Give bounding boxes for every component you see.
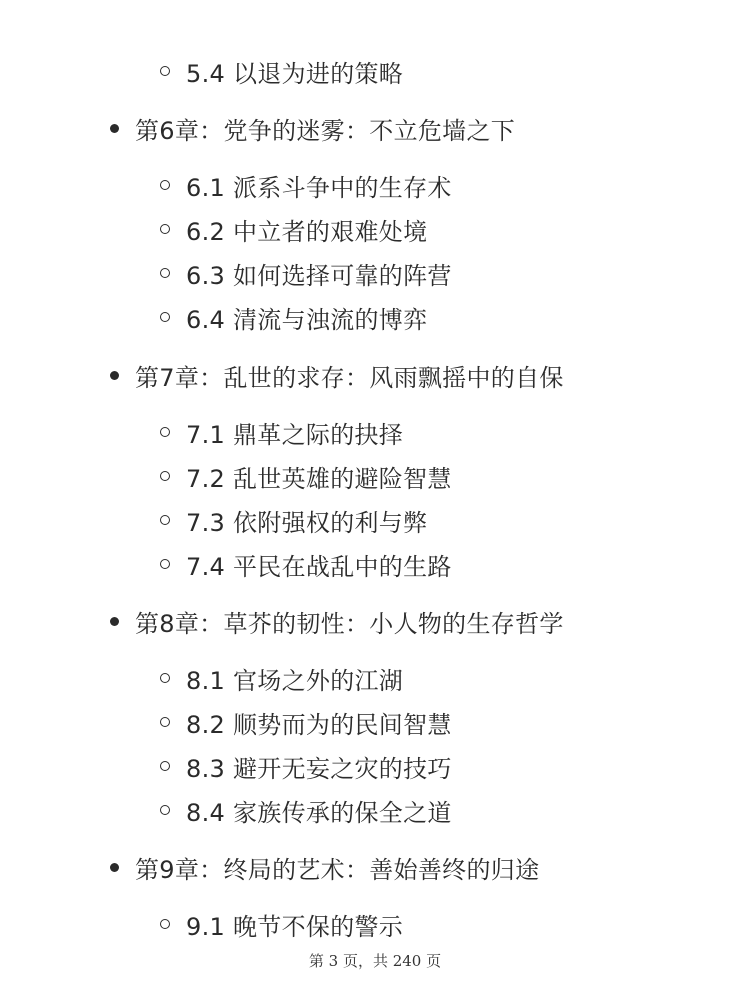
- toc-section-item: [160, 790, 452, 830]
- toc-section-item: [160, 658, 403, 698]
- page-number-label: 第 3 页，共 240 页: [308, 952, 442, 970]
- toc-section-label: 8.3 避开无妄之灾的技巧: [186, 754, 452, 783]
- circle-bullet-icon: [160, 312, 170, 322]
- circle-bullet-icon: [160, 515, 170, 525]
- toc-section-item: [160, 904, 403, 944]
- toc-chapter-item: [110, 355, 564, 395]
- toc-section-label: 7.2 乱世英雄的避险智慧: [186, 464, 452, 493]
- toc-chapter-item: [110, 847, 539, 887]
- circle-bullet-icon: [160, 919, 170, 929]
- disc-bullet-icon: [110, 124, 119, 133]
- toc-chapter-item: [110, 108, 515, 148]
- toc-section-item: [160, 51, 403, 91]
- toc-chapter-item: [110, 601, 564, 641]
- circle-bullet-icon: [160, 66, 170, 76]
- toc-section-item: [160, 746, 452, 786]
- toc-chapter-label: 第6章：党争的迷雾：不立危墙之下: [135, 116, 516, 145]
- circle-bullet-icon: [160, 805, 170, 815]
- toc-section-item: [160, 165, 452, 205]
- toc-chapter-label: 第9章：终局的艺术：善始善终的归途: [135, 855, 540, 884]
- toc-section-item: [160, 702, 452, 742]
- toc-chapter-label: 第7章：乱世的求存：风雨飘摇中的自保: [135, 363, 564, 392]
- circle-bullet-icon: [160, 268, 170, 278]
- circle-bullet-icon: [160, 224, 170, 234]
- toc-chapter-label: 第8章：草芥的韧性：小人物的生存哲学: [135, 609, 564, 638]
- toc-section-item: [160, 253, 452, 293]
- toc-section-label: 5.4 以退为进的策略: [186, 59, 404, 88]
- toc-section-label: 7.4 平民在战乱中的生路: [186, 552, 452, 581]
- toc-section-item: [160, 412, 403, 452]
- circle-bullet-icon: [160, 180, 170, 190]
- disc-bullet-icon: [110, 371, 119, 380]
- circle-bullet-icon: [160, 673, 170, 683]
- circle-bullet-icon: [160, 427, 170, 437]
- toc-section-label: 7.1 鼎革之际的抉择: [186, 420, 404, 449]
- toc-section-item: [160, 297, 427, 337]
- disc-bullet-icon: [110, 863, 119, 872]
- page-footer: [0, 950, 750, 971]
- disc-bullet-icon: [110, 617, 119, 626]
- toc-section-label: 8.4 家族传承的保全之道: [186, 798, 452, 827]
- toc-section-item: [160, 209, 427, 249]
- circle-bullet-icon: [160, 717, 170, 727]
- toc-section-label: 8.2 顺势而为的民间智慧: [186, 710, 452, 739]
- circle-bullet-icon: [160, 559, 170, 569]
- toc-section-label: 6.1 派系斗争中的生存术: [186, 173, 452, 202]
- toc-section-item: [160, 456, 452, 496]
- toc-section-item: [160, 544, 452, 584]
- toc-section-label: 9.1 晚节不保的警示: [186, 912, 404, 941]
- toc-section-item: [160, 500, 427, 540]
- toc-section-label: 6.2 中立者的艰难处境: [186, 217, 428, 246]
- toc-section-label: 6.3 如何选择可靠的阵营: [186, 261, 452, 290]
- toc-section-label: 6.4 清流与浊流的博弈: [186, 305, 428, 334]
- toc-section-label: 7.3 依附强权的利与弊: [186, 508, 428, 537]
- toc-section-label: 8.1 官场之外的江湖: [186, 666, 404, 695]
- circle-bullet-icon: [160, 471, 170, 481]
- circle-bullet-icon: [160, 761, 170, 771]
